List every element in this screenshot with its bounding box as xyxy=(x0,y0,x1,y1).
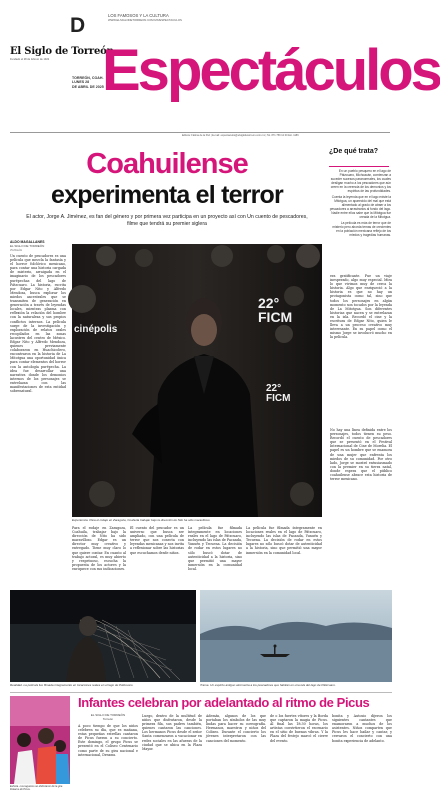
logo-tagline: Fundado el 28 de febrero de 1922 xyxy=(10,58,50,61)
article-column-4: La película fue filmada íntegramente en locaciones reales en el lago de Pátzcuaro, incluyendo las islas de Pacanda, Yunuén y Tecuena. La decisión de rodar en estos lugares no sólo buscó dotar de autenticidad a la historia, sino que permitió una mayor inmersión en la comunidad local. xyxy=(188,526,242,571)
picus-graphic xyxy=(10,696,70,784)
section-title: Espectáculos xyxy=(102,38,440,103)
sidebar-box xyxy=(327,148,393,270)
article-column-2: Para el rodaje en Zaragoza, Coahuila, trabajar bajo la dirección de Nito ha sido maravilloso. Edgar es un director muy creativo y entregado. Tiene muy claro lo que quiere contar. En cuanto al trabajo actoral, es muy abierto y respetuoso, escucha la propuesta de los actores y la enriquece con sus indicaciones. xyxy=(72,526,126,571)
headline-line2: experimenta el terror xyxy=(51,181,283,209)
kicker-url: WWW.ELSIGLODETORREON.COM.MX/ESPECTACULOS xyxy=(108,18,182,22)
byline-outlet: EL SIGLO DE TORREÓN xyxy=(10,244,45,248)
sidebar-paragraph: Cuenta la leyenda que en el lago existe la Mitotgua, un aparecido del mal que está alimentado al grado de atraer a los pescadores a arrastrarlos al fondo del lago. Nadie entre ellos sabe que la Mitotgua fue creada de la Mitotgua. xyxy=(329,195,391,219)
city-date: TORREÓN, COAH. LUNES 28 DE ABRIL DE 2025 xyxy=(72,76,104,89)
picus-caption: Euforia. Los lagueros se disfrutaron de la gira Dreams de Picus. xyxy=(10,785,63,791)
lake-graphic xyxy=(200,590,392,682)
fisherman-photo xyxy=(10,590,196,682)
picus-photo xyxy=(10,696,70,784)
sidebar-paragraph: La película es más de terror que de misterio pero aborda temas de crecientes en la población mexicana reflejo de los miedos y tragedias humanas. xyxy=(332,221,391,237)
lake-caption: Trama. Un espíritu antiguo atormenta a los pescadores que habitan en una isla del lago de Pátzcuaro. xyxy=(200,683,336,687)
main-photo-caption: Experiencia. Para el rodaje en Zaragoza, Coahuila trabajar bajo la dirección de Nito ha sido maravilloso. xyxy=(72,518,211,522)
headline-block xyxy=(10,148,324,227)
sidebar-text xyxy=(329,169,391,237)
sidebar-paragraph: En un pueblo pesquero en el lago de Pátzcuaro, Michoacán, comienzan a suceder sucesos paranormales, los cuales desligan mucho a los pescadores que aún creen en la creencia de los demonios y los espíritus de las profundidades. xyxy=(330,169,391,193)
article-column-6: No hay una línea definida entre los personajes, todos tienen su peso. Recordó el cuento de pescadores que se presentó en el Festival Internacional de Cine de Morelia. El papel es un hombre que se enamora de una mujer que enfrenta los miedos de su comunidad. Por otro lado, Jorge se mostró entusiasmado con la premier en su tierra natal, donde espera que el público coahuilense abrace esta historia de terror mexicano. xyxy=(330,428,392,482)
headline-line1: Coahuilense xyxy=(86,148,248,180)
byline-name: ALDO MAGALLANES xyxy=(10,240,45,244)
byline xyxy=(10,240,66,252)
second-column-3: Además, algunos de los que portaban los símbolos de las muy lindas para hacer su coreografía. Hermanos, maestros y niños del Coliseo. Durante el concierto los jóvenes interpretaron con las canciones del momento. xyxy=(206,714,266,743)
second-byline: EL SIGLO DE TORREÓN Torreón xyxy=(90,713,126,721)
main-photo-graphic xyxy=(72,244,322,517)
lake-photo xyxy=(200,590,392,682)
kicker: LOS FAMOSOS Y LA CULTURA xyxy=(108,13,169,18)
fisherman-graphic xyxy=(10,590,196,682)
main-photo xyxy=(72,244,322,517)
article-column-5: era gratificante. Fue un viaje inesperado, algo muy especial. Mira lo que vivimos muy de cerca la historia. Algo que enriqueció a la historia es que no hay un protagonista como tal, sino que todos los personajes en algún momento son tocados por la leyenda de La Mitotgua. Son diferentes historias que nacen y se entrelazan en la isla. Recordó el cine y la escritura de Edgar Nito, quien le lleva a un proceso creativo muy interesante. En su papel como el mismo Jorge se involucró mucho en la película. xyxy=(330,274,392,340)
ficm-logo-2: 22° FICM xyxy=(266,383,291,404)
newspaper-logo: El Siglo de Torreón xyxy=(10,46,114,57)
sidebar-rule xyxy=(329,166,389,167)
masthead xyxy=(0,0,440,142)
second-column-1: A poco tiempo de que los niños celebren su día, que es mañana, estas pequeñas estrellas cantaron de Picus fueron a su concierto. Este domingo, el grupo Picus se presentó en el Coliseo Centenario como parte de su gira nacional e internacional, Dreams. xyxy=(78,724,138,757)
section-letter: D xyxy=(70,14,86,37)
sidebar-question: ¿De qué trata? xyxy=(329,148,379,155)
article-column-1: Un cuento de pescadores es una película que mezcla la fantasía y el horror folclórico mexicano, para contar una historia cargada de misterio, arraigada en el imaginario de los pescadores purépechas del lago de Pátzcuaro. La historia, escrita por Edgar Nito y Alfredo Mendoza, busca explorar los miedos ancestrales que se transmiten de generación en generación a través de leyendas locales, mientras plasma con reflexión la relación del hombre con la naturaleza y sus propios conflictos internos. La película surge de la investigación y exploración de relatos orales recopilados en las zonas lacustres del centro de México. Edgar Nito y Alfredo Mendoza, quienes previamente colaboraron en Huachicolero, encontraron en la historia de La Mitotgua una oportunidad única para contar elementos del horror con la antología purépecha. La idea fue desarrollar una narrativa donde los demonios internos de los personajes se entrelazan con las manifestaciones de esta entidad sobrenatural. xyxy=(10,254,66,394)
masthead-rule xyxy=(10,132,390,133)
cinepolis-logo: cinépolis xyxy=(74,324,118,335)
second-headline: Infantes celebran por adelantado al ritmo de Picus xyxy=(78,695,370,710)
article-column-4b: La película fue filmada íntegramente en locaciones reales en el lago de Pátzcuaro, incluyendo las islas de Pacanda, Yunuén y Tecuena. La decisión de rodar en estos lugares no sólo buscó dotar de autenticidad a la historia, sino que permitió una mayor inmersión en la comunidad local. xyxy=(246,526,322,555)
fisherman-caption: Realidad. La película fue filmada íntegramente en locaciones reales en el lago de Pátzcuaro. xyxy=(10,683,134,687)
editor-line: Editora: Fátima de la Paz | E-mail: espectaculos@elsiglodetorreon.com.mx | Tel. 871 759 12 00 Ext. 1186 xyxy=(182,134,299,137)
second-column-2: Luego, dentro de la multitud de niños que disfrutaron, desde la primera fila, sus padres también, quienes cantaron las canciones. Los hermanos Picus desde el señor Santa comenzaron a vacacionar en redes sociales en las afueras de la ciudad que se ubica en la Plaza Mayor. xyxy=(142,714,202,751)
article-column-3: El cuento del pescador es un universo que busca ser ampliado, con una película de terror que nos conecta con leyendas mexicanas y nos invita a reflexionar sobre las historias que escuchamos desde niños. xyxy=(130,526,184,555)
second-article-rule xyxy=(10,692,392,693)
second-column-5: bonita y Autosio dijeron los siguientes cantantes que enamoraron a muchos de los asistentes. Niños comparten que Picus les hace bailar y cantar, y cerraron el concierto con una bonita experiencia de adelanto. xyxy=(332,714,392,743)
headline-deck: El actor, Jorge A. Jiménez, es fan del género y por primera vez participa en un proyecto así con Un cuento de pescadores, filme que tendrá su premier siglera xyxy=(26,214,308,227)
byline-city: Torreón xyxy=(10,248,22,252)
ficm-logo: 22° FICM xyxy=(258,295,293,325)
second-column-4: de o los fuertes vítores y la Borda que captaron la magia de Picus. Al final las 18:30 horas, los artistas convirtieron el escenario en el sitio de buenas vibras. Y la Plaza del festejo marcó el cierre del evento. xyxy=(270,714,328,743)
